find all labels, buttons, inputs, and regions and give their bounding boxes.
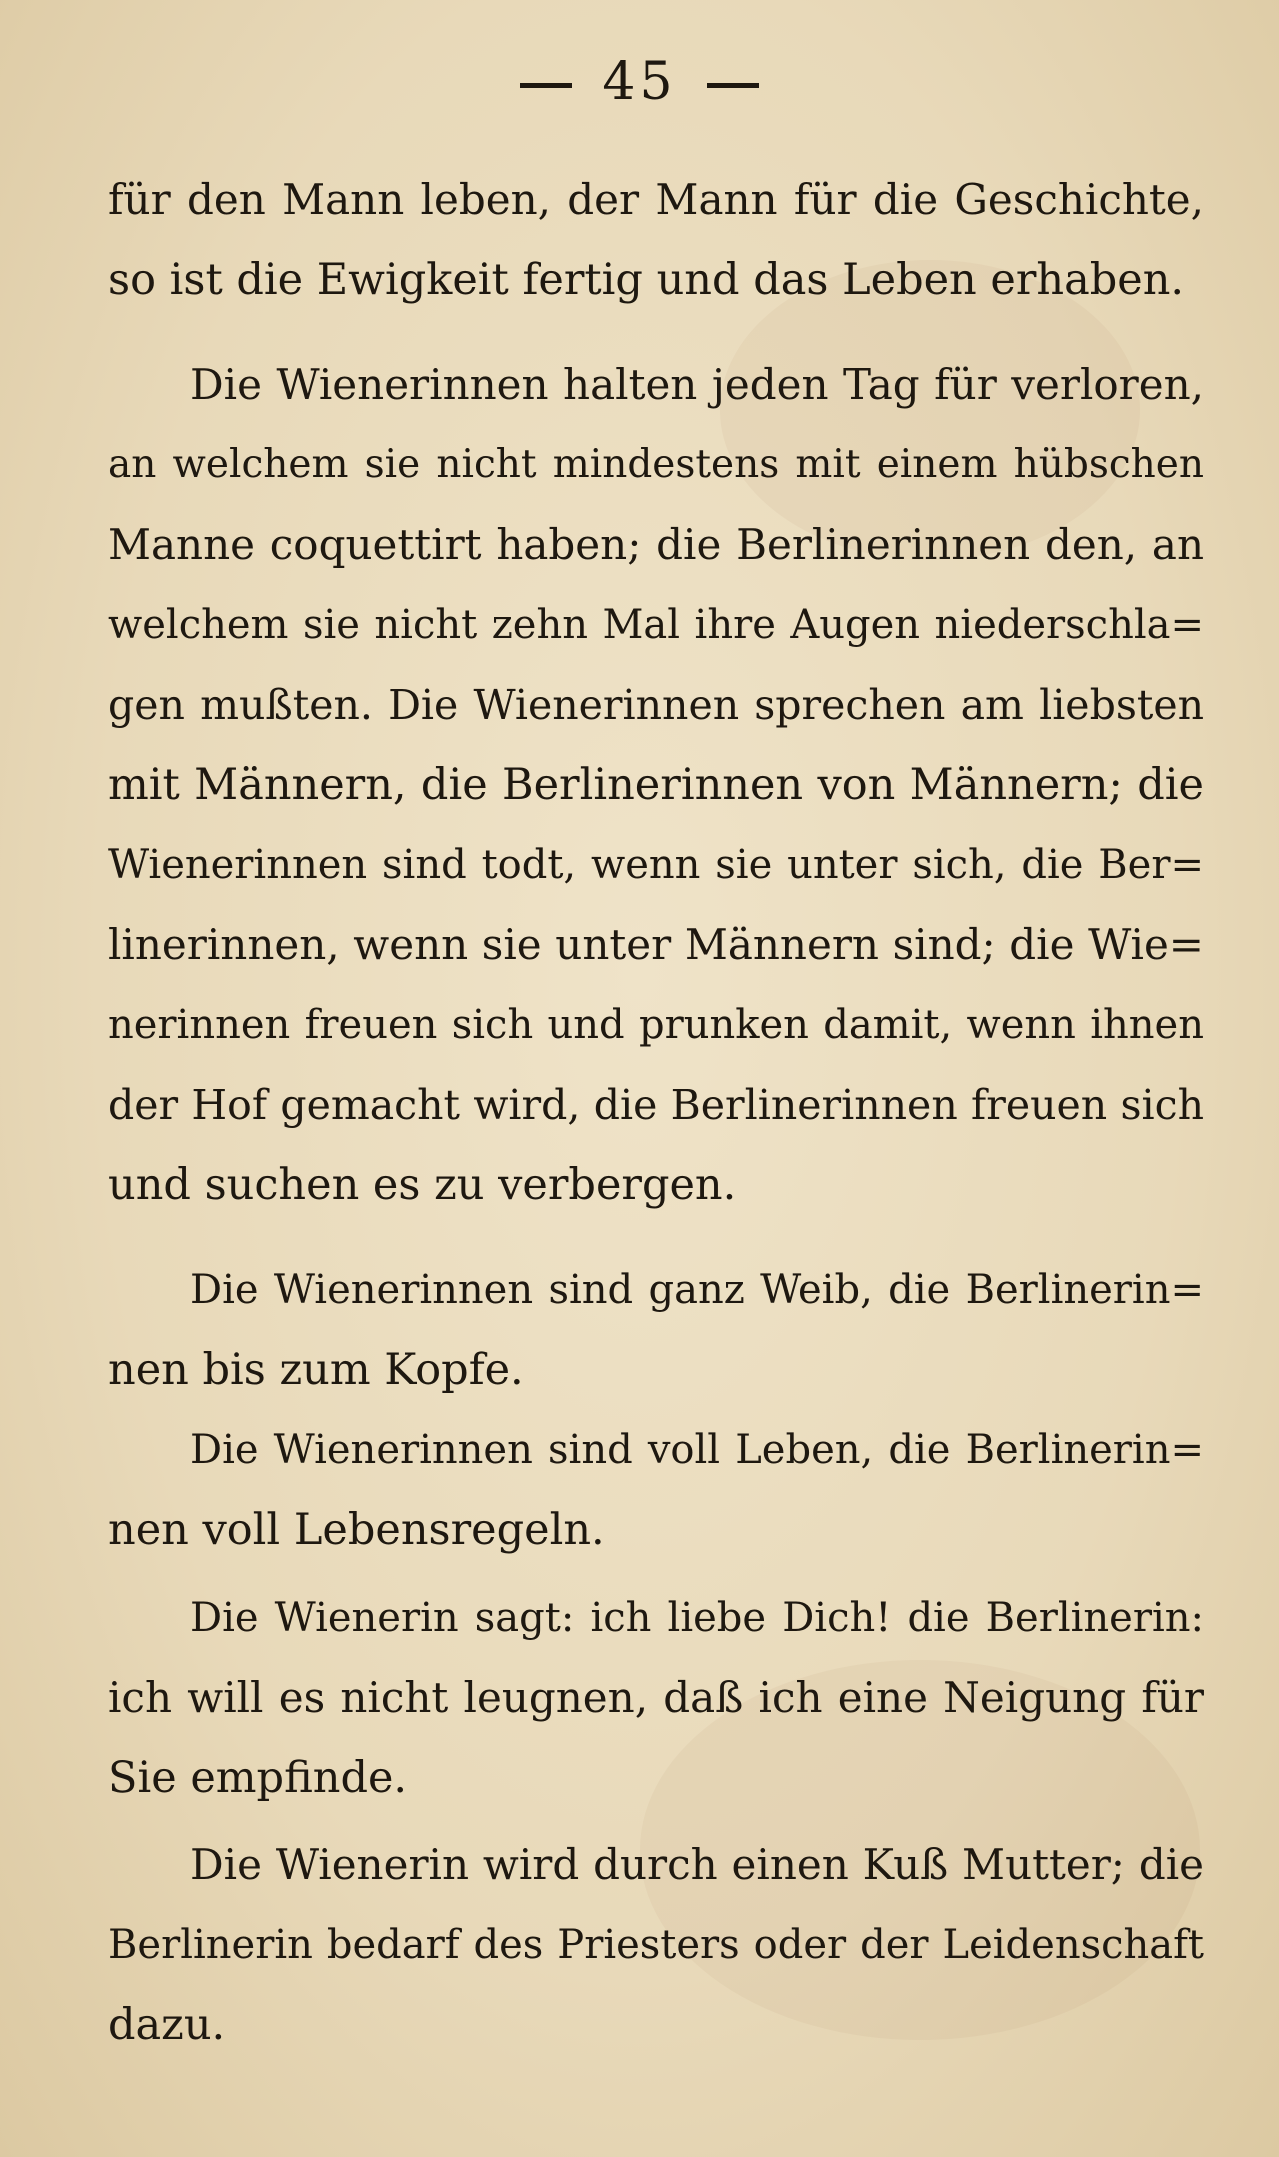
paragraph-6 bbox=[108, 1825, 1204, 2065]
paragraph-4 bbox=[108, 1410, 1204, 1570]
paragraph-1 bbox=[108, 160, 1204, 320]
text-line: Die Wienerinnen sind ganz Weib, die Berlinerin= bbox=[190, 1267, 1204, 1313]
text-line: welchem sie nicht zehn Mal ihre Augen niederschla= bbox=[108, 602, 1204, 648]
text-line: Wienerinnen sind todt, wenn sie unter sich, die Ber= bbox=[108, 842, 1204, 888]
text-line: mit Männern, die Berlinerinnen von Männern; die bbox=[108, 760, 1204, 810]
text-line: und suchen es zu verbergen. bbox=[108, 1160, 737, 1210]
text-line: so ist die Ewigkeit fertig und das Leben erhaben. bbox=[108, 255, 1185, 305]
text-line: Die Wienerin wird durch einen Kuß Mutter; die bbox=[190, 1840, 1204, 1889]
text-line: Berlinerin bedarf des Priesters oder der Leidenschaft bbox=[108, 1922, 1204, 1968]
text-line: Sie empfinde. bbox=[108, 1753, 408, 1803]
header-dash-right bbox=[707, 83, 759, 88]
text-line: dazu. bbox=[108, 2000, 226, 2050]
header-dash-left bbox=[520, 83, 572, 88]
paragraph-2 bbox=[108, 345, 1204, 1225]
text-line: an welchem sie nicht mindestens mit einem hübschen bbox=[108, 442, 1204, 487]
page-header bbox=[0, 52, 1279, 112]
text-line: linerinnen, wenn sie unter Männern sind; die Wie= bbox=[108, 920, 1204, 969]
page-number: 45 bbox=[602, 52, 677, 112]
text-line: Die Wienerinnen halten jeden Tag für verloren, bbox=[190, 360, 1204, 409]
text-line: Die Wienerinnen sind voll Leben, die Berlinerin= bbox=[190, 1427, 1204, 1473]
text-line: ich will es nicht leugnen, daß ich eine Neigung für bbox=[108, 1673, 1204, 1722]
text-line: nen bis zum Kopfe. bbox=[108, 1345, 524, 1395]
text-line: gen mußten. Die Wienerinnen sprechen am liebsten bbox=[108, 681, 1204, 729]
text-line: Manne coquettirt haben; die Berlinerinnen den, an bbox=[108, 520, 1204, 569]
text-line: für den Mann leben, der Mann für die Geschichte, bbox=[108, 175, 1204, 224]
text-line: der Hof gemacht wird, die Berlinerinnen freuen sich bbox=[108, 1081, 1204, 1129]
text-line: Die Wienerin sagt: ich liebe Dich! die Berlinerin: bbox=[190, 1595, 1204, 1641]
paragraph-3 bbox=[108, 1250, 1204, 1410]
text-line: nerinnen freuen sich und prunken damit, wenn ihnen bbox=[108, 1002, 1204, 1048]
text-line: nen voll Lebensregeln. bbox=[108, 1505, 605, 1555]
paragraph-5 bbox=[108, 1578, 1204, 1818]
